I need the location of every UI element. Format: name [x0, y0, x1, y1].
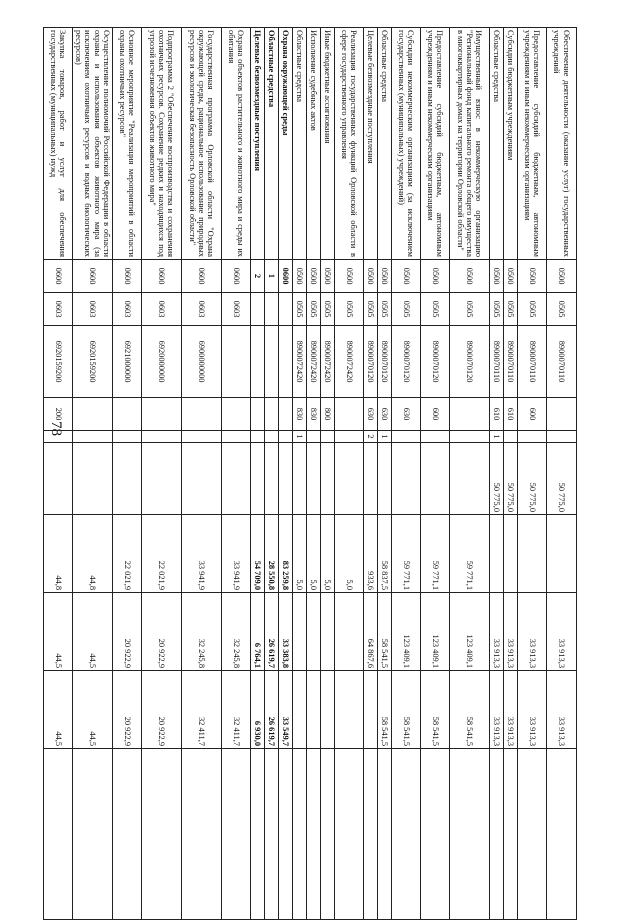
subsection-code [251, 293, 265, 326]
expense-type-code [113, 398, 142, 431]
section-code: 0600 [279, 260, 293, 293]
amount-col-2: 59 771,1 [421, 515, 450, 593]
amount-col-2: 22 021,9 [113, 515, 142, 593]
section-code: 0500 [504, 260, 518, 293]
amount-col-1: 50 775,0 [518, 443, 547, 515]
subsection-code: 0505 [547, 293, 577, 326]
row-name: Реализация государственных функций Орловской области в сфере государственного управления [335, 28, 364, 260]
empty-col [265, 749, 279, 920]
expense-type-code [450, 398, 490, 431]
row-name: Закупка товаров, работ и услуг для обеспечения государственных (муниципальных) нужд [44, 28, 73, 260]
amount-col-4: 33 913,3 [518, 671, 547, 749]
empty-col [44, 749, 73, 920]
expense-type-code [182, 398, 222, 431]
amount-col-1 [307, 443, 321, 515]
expense-type-code: 630 [392, 398, 421, 431]
subsection-code: 0603 [222, 293, 251, 326]
amount-col-4: 58 541,5 [421, 671, 450, 749]
amount-col-2: 933,6 [364, 515, 378, 593]
amount-col-3 [307, 593, 321, 671]
amount-col-1 [222, 443, 251, 515]
subsection-code: 0505 [293, 293, 307, 326]
expense-type-code: 630 [378, 398, 392, 431]
row-name: Иные бюджетные ассигнования [321, 28, 335, 260]
row-name: Основное мероприятие "Реализация мероприятий в области охраны охотничьих ресурсов" [113, 28, 142, 260]
target-code [279, 326, 293, 398]
empty-col [251, 749, 265, 920]
amount-col-4 [293, 671, 307, 749]
amount-col-2 [490, 515, 504, 593]
amount-col-4 [364, 671, 378, 749]
subsection-code: 0603 [142, 293, 182, 326]
amount-col-4: 58 541,5 [378, 671, 392, 749]
amount-col-2 [504, 515, 518, 593]
amount-col-1 [113, 443, 142, 515]
row-name: Областные средства [293, 28, 307, 260]
row-name: Государственная программа Орловской области "Охрана окружающей среды, рациональное использование природных ресурсов и экологическая безопасность Орловской области" [182, 28, 222, 260]
expense-type-code: 800 [321, 398, 335, 431]
row-name: Охрана окружающей среды [279, 28, 293, 260]
amount-col-1 [321, 443, 335, 515]
table-row [182, 28, 222, 920]
amount-col-2: 58 837,5 [378, 515, 392, 593]
amount-col-2: 33 941,9 [222, 515, 251, 593]
amount-col-2: 5,0 [335, 515, 364, 593]
page-number: 78 [48, 421, 64, 436]
expense-type-code [547, 398, 577, 431]
amount-col-3: 6 764,1 [251, 593, 265, 671]
amount-col-3: 20 922,9 [142, 593, 182, 671]
amount-col-3: 26 619,7 [265, 593, 279, 671]
section-code: 0500 [307, 260, 321, 293]
expense-type-code: 610 [504, 398, 518, 431]
table-row [518, 28, 547, 920]
amount-col-3: 33 913,3 [518, 593, 547, 671]
amount-col-4: 33 913,3 [547, 671, 577, 749]
subsection-code: 0505 [307, 293, 321, 326]
amount-col-3: 44,5 [44, 593, 73, 671]
expense-type-code: 600 [518, 398, 547, 431]
section-code: 0600 [222, 260, 251, 293]
amount-col-3 [293, 593, 307, 671]
amount-col-4: 32 411,7 [222, 671, 251, 749]
amount-col-1 [293, 443, 307, 515]
fund-source-code [335, 431, 364, 443]
row-name: Предоставление субсидий бюджетным, автономным учреждениям и иным некоммерческим организациям [518, 28, 547, 260]
budget-table [43, 27, 577, 920]
subsection-code: 0603 [113, 293, 142, 326]
table-row [490, 28, 504, 920]
empty-col [490, 749, 504, 920]
amount-col-4: 6 930,0 [251, 671, 265, 749]
amount-col-3: 123 409,1 [421, 593, 450, 671]
target-code: 6921000000 [113, 326, 142, 398]
table-row [547, 28, 577, 920]
table-row [378, 28, 392, 920]
fund-source-code [113, 431, 142, 443]
amount-col-3 [335, 593, 364, 671]
amount-col-2: 83 259,8 [279, 515, 293, 593]
amount-col-2: 33 941,9 [182, 515, 222, 593]
empty-col [335, 749, 364, 920]
fund-source-code [222, 431, 251, 443]
fund-source-code: 1 [378, 431, 392, 443]
amount-col-3: 64 867,6 [364, 593, 378, 671]
target-code: 8900070120 [450, 326, 490, 398]
empty-col [182, 749, 222, 920]
target-code: 8900072420 [321, 326, 335, 398]
amount-col-1 [142, 443, 182, 515]
amount-col-4 [307, 671, 321, 749]
empty-col [364, 749, 378, 920]
row-name: Целевые безвозмездные поступления [364, 28, 378, 260]
expense-type-code [335, 398, 364, 431]
amount-col-2: 59 771,1 [450, 515, 490, 593]
fund-source-code [279, 431, 293, 443]
table-row [73, 28, 113, 920]
target-code: 6920159200 [73, 326, 113, 398]
amount-col-4 [321, 671, 335, 749]
fund-source-code: 1 [293, 431, 307, 443]
table-row [364, 28, 378, 920]
row-name: Целевые безвозмездные поступления [251, 28, 265, 260]
subsection-code: 0603 [73, 293, 113, 326]
target-code [265, 326, 279, 398]
amount-col-1: 50 775,0 [504, 443, 518, 515]
row-name: Обеспечение деятельности (оказание услуг) государственных учреждений [547, 28, 577, 260]
amount-col-1: 50 775,0 [490, 443, 504, 515]
section-code: 0500 [335, 260, 364, 293]
target-code: 8900072420 [293, 326, 307, 398]
row-name: Предоставление субсидий бюджетным, автономным учреждениям и иным некоммерческим организациям [421, 28, 450, 260]
row-name: Осуществление полномочий Российской Федерации в области охраны и использования объектов животного мира (за исключением охотничьих ресурсов и водных биологических ресурсов) [73, 28, 113, 260]
section-code: 0500 [450, 260, 490, 293]
empty-col [392, 749, 421, 920]
fund-source-code [450, 431, 490, 443]
amount-col-3 [321, 593, 335, 671]
section-code: 0600 [73, 260, 113, 293]
amount-col-1 [279, 443, 293, 515]
amount-col-4: 32 411,7 [182, 671, 222, 749]
amount-col-3: 44,5 [73, 593, 113, 671]
amount-col-1 [335, 443, 364, 515]
fund-source-code [142, 431, 182, 443]
amount-col-4: 44,5 [44, 671, 73, 749]
target-code: 8900072420 [335, 326, 364, 398]
table-row [265, 28, 279, 920]
amount-col-3: 33 913,3 [490, 593, 504, 671]
table-row [335, 28, 364, 920]
fund-source-code: 1 [490, 431, 504, 443]
row-name: Имущественный взнос в некоммерческую организацию "Региональный фонд капитального ремонта общего имущества в многоквартирных домах на территории Орловской области" [450, 28, 490, 260]
subsection-code: 0505 [518, 293, 547, 326]
amount-col-2: 54 709,0 [251, 515, 265, 593]
subsection-code: 0505 [335, 293, 364, 326]
expense-type-code [222, 398, 251, 431]
amount-col-2: 5,0 [321, 515, 335, 593]
expense-type-code [142, 398, 182, 431]
table-row [321, 28, 335, 920]
expense-type-code [279, 398, 293, 431]
section-code: 0500 [364, 260, 378, 293]
amount-col-2: 44,8 [73, 515, 113, 593]
row-name: Областные средства [490, 28, 504, 260]
table-row [113, 28, 142, 920]
table-row [392, 28, 421, 920]
target-code: 6920159200 [44, 326, 73, 398]
empty-col [113, 749, 142, 920]
table-row [142, 28, 182, 920]
section-code: 0500 [392, 260, 421, 293]
amount-col-1: 50 775,0 [547, 443, 577, 515]
amount-col-4: 26 619,7 [265, 671, 279, 749]
subsection-code: 0505 [450, 293, 490, 326]
section-code: 0500 [321, 260, 335, 293]
expense-type-code: 610 [490, 398, 504, 431]
target-code: 8900070120 [421, 326, 450, 398]
empty-col [450, 749, 490, 920]
fund-source-code [44, 431, 73, 443]
target-code: 8900070110 [490, 326, 504, 398]
table-row [44, 28, 73, 920]
section-code: 0600 [182, 260, 222, 293]
expense-type-code [265, 398, 279, 431]
fund-source-code [392, 431, 421, 443]
subsection-code: 0603 [44, 293, 73, 326]
subsection-code: 0505 [378, 293, 392, 326]
fund-source-code [251, 431, 265, 443]
amount-col-3: 33 913,3 [504, 593, 518, 671]
empty-col [504, 749, 518, 920]
table-row [421, 28, 450, 920]
subsection-code: 0603 [182, 293, 222, 326]
fund-source-code [421, 431, 450, 443]
fund-source-code [547, 431, 577, 443]
empty-col [307, 749, 321, 920]
amount-col-3: 33 913,3 [547, 593, 577, 671]
empty-col [293, 749, 307, 920]
table-row [504, 28, 518, 920]
subsection-code [279, 293, 293, 326]
empty-col [279, 749, 293, 920]
section-code: 0600 [142, 260, 182, 293]
subsection-code [265, 293, 279, 326]
amount-col-4: 44,5 [73, 671, 113, 749]
fund-source-code [518, 431, 547, 443]
section-code: 0600 [44, 260, 73, 293]
row-name: Областные средства [265, 28, 279, 260]
amount-col-4: 20 922,9 [113, 671, 142, 749]
table-row [293, 28, 307, 920]
target-code [222, 326, 251, 398]
empty-col [378, 749, 392, 920]
empty-col [518, 749, 547, 920]
amount-col-1 [44, 443, 73, 515]
section-code: 0500 [518, 260, 547, 293]
empty-col [222, 749, 251, 920]
row-name: Областные средства [378, 28, 392, 260]
amount-col-2 [518, 515, 547, 593]
amount-col-3: 58 541,5 [378, 593, 392, 671]
amount-col-2: 44,8 [44, 515, 73, 593]
fund-source-code [504, 431, 518, 443]
section-code: 1 [265, 260, 279, 293]
target-code: 6920000000 [142, 326, 182, 398]
amount-col-4: 33 913,3 [490, 671, 504, 749]
section-code: 2 [251, 260, 265, 293]
amount-col-3: 20 922,9 [113, 593, 142, 671]
fund-source-code [265, 431, 279, 443]
target-code: 8900070120 [392, 326, 421, 398]
section-code: 0600 [113, 260, 142, 293]
row-name: Субсидии бюджетным учреждениям [504, 28, 518, 260]
table-row [222, 28, 251, 920]
amount-col-4: 58 541,5 [450, 671, 490, 749]
table-row [450, 28, 490, 920]
fund-source-code [321, 431, 335, 443]
fund-source-code [73, 431, 113, 443]
target-code: 8900072420 [307, 326, 321, 398]
target-code: 8900070110 [547, 326, 577, 398]
amount-col-1 [265, 443, 279, 515]
amount-col-2 [547, 515, 577, 593]
section-code: 0500 [293, 260, 307, 293]
amount-col-4: 33 549,7 [279, 671, 293, 749]
expense-type-code [73, 398, 113, 431]
section-code: 0500 [490, 260, 504, 293]
subsection-code: 0505 [364, 293, 378, 326]
amount-col-3: 32 245,8 [182, 593, 222, 671]
subsection-code: 0505 [490, 293, 504, 326]
target-code: 8900070110 [504, 326, 518, 398]
subsection-code: 0505 [321, 293, 335, 326]
section-code: 0500 [421, 260, 450, 293]
amount-col-1 [251, 443, 265, 515]
amount-col-4 [335, 671, 364, 749]
empty-col [142, 749, 182, 920]
amount-col-4: 20 922,9 [142, 671, 182, 749]
expense-type-code: 830 [307, 398, 321, 431]
amount-col-1 [378, 443, 392, 515]
amount-col-1 [421, 443, 450, 515]
expense-type-code: 830 [293, 398, 307, 431]
row-name: Охрана объектов растительного и животного мира и среды их обитания [222, 28, 251, 260]
subsection-code: 0505 [392, 293, 421, 326]
section-code: 0500 [547, 260, 577, 293]
fund-source-code [182, 431, 222, 443]
amount-col-2: 5,0 [307, 515, 321, 593]
amount-col-3: 123 409,1 [450, 593, 490, 671]
target-code [251, 326, 265, 398]
section-code: 0500 [378, 260, 392, 293]
expense-type-code: 200 [44, 398, 73, 431]
target-code: 8900070120 [378, 326, 392, 398]
row-name: Исполнение судебных актов [307, 28, 321, 260]
amount-col-4: 33 913,3 [504, 671, 518, 749]
amount-col-3: 123 409,1 [392, 593, 421, 671]
fund-source-code: 2 [364, 431, 378, 443]
expense-type-code [251, 398, 265, 431]
empty-col [547, 749, 577, 920]
target-code: 8900070120 [364, 326, 378, 398]
amount-col-2: 22 021,9 [142, 515, 182, 593]
row-name: Подпрограмма 2 "Обеспечение воспроизводства и сохранения охотничьих ресурсов. Сохранение редких и находящихся под угрозой исчезновения объектов животного мира" [142, 28, 182, 260]
amount-col-1 [392, 443, 421, 515]
empty-col [321, 749, 335, 920]
empty-col [421, 749, 450, 920]
table-row [307, 28, 321, 920]
amount-col-1 [182, 443, 222, 515]
amount-col-1 [450, 443, 490, 515]
subsection-code: 0505 [421, 293, 450, 326]
target-code: 8900070110 [518, 326, 547, 398]
fund-source-code [307, 431, 321, 443]
amount-col-1 [73, 443, 113, 515]
amount-col-4: 58 541,5 [392, 671, 421, 749]
amount-col-3: 33 383,8 [279, 593, 293, 671]
amount-col-2: 59 771,1 [392, 515, 421, 593]
target-code: 6900000000 [182, 326, 222, 398]
empty-col [73, 749, 113, 920]
table-body [44, 28, 577, 920]
amount-col-1 [364, 443, 378, 515]
table-row [279, 28, 293, 920]
expense-type-code: 600 [421, 398, 450, 431]
amount-col-2: 5,0 [293, 515, 307, 593]
amount-col-3: 32 245,8 [222, 593, 251, 671]
row-name: Субсидии некоммерческим организациям (за исключением государственных (муниципальных) учреждений) [392, 28, 421, 260]
table-row [251, 28, 265, 920]
amount-col-2: 28 550,8 [265, 515, 279, 593]
subsection-code: 0505 [504, 293, 518, 326]
expense-type-code: 630 [364, 398, 378, 431]
